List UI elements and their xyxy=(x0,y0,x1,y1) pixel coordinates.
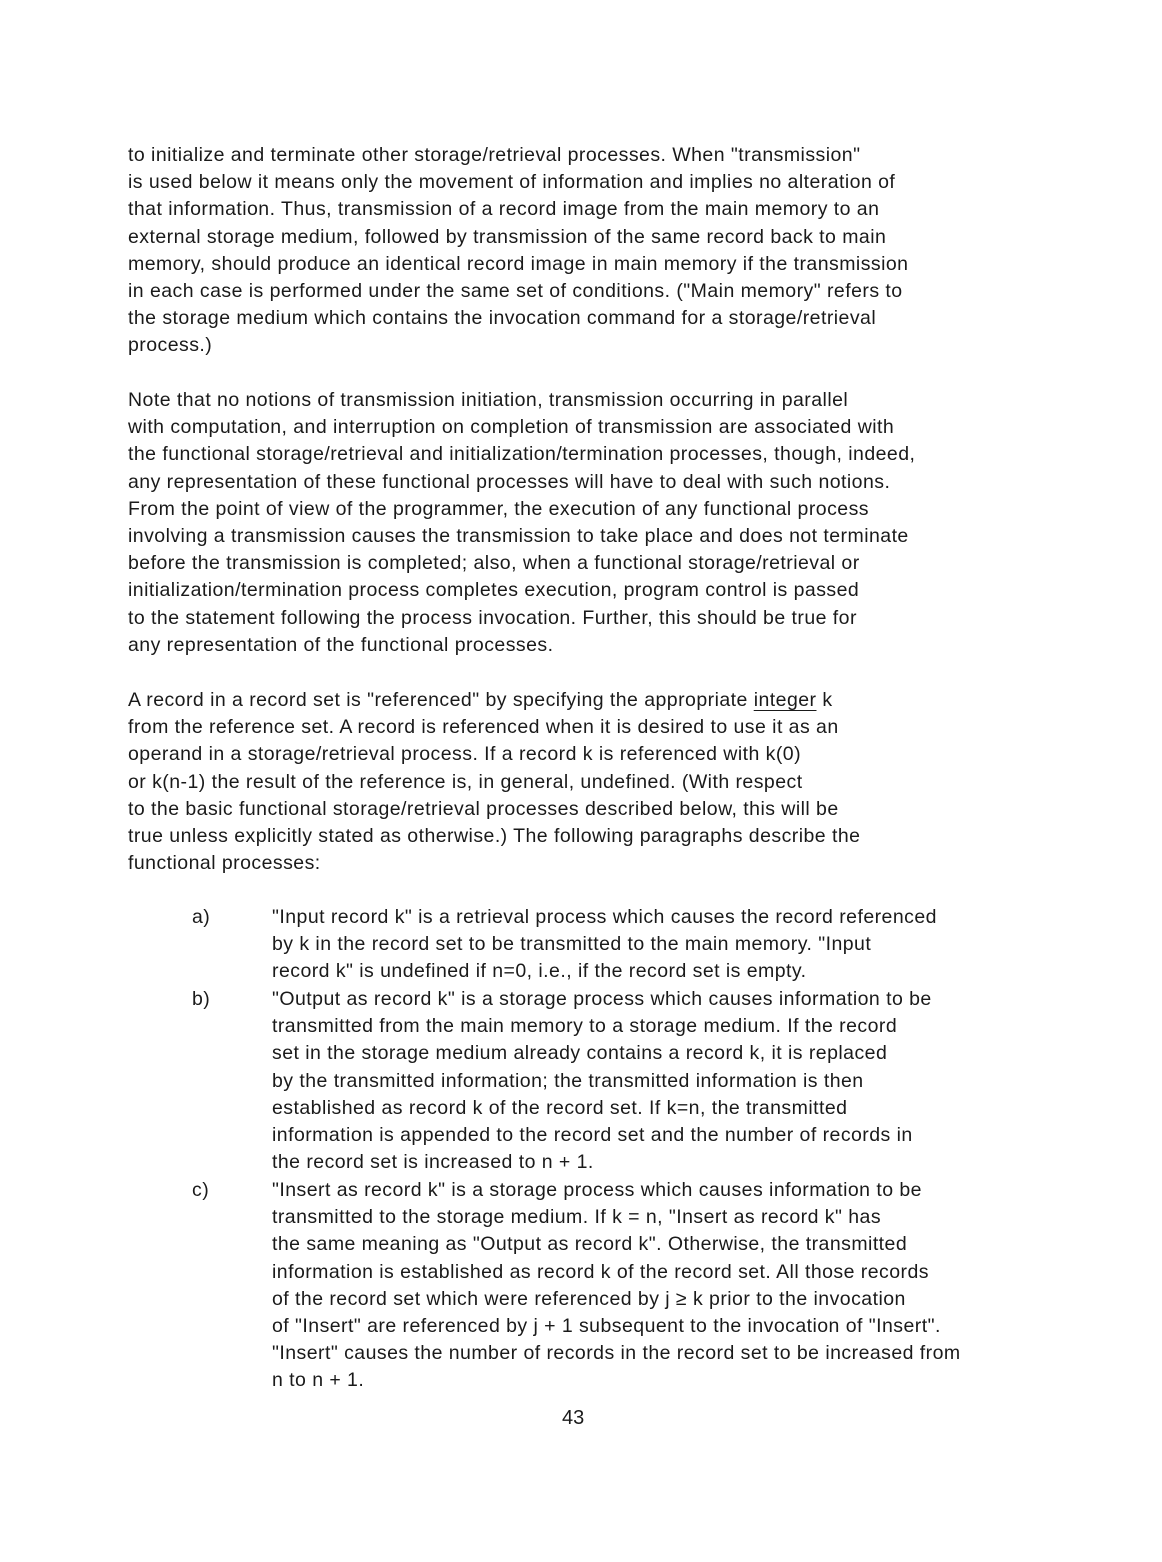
text-line: information is established as record k of the record set. All those records xyxy=(272,1260,929,1283)
text-line-content: any representation of these functional processes will have to deal with such notions. xyxy=(128,470,891,493)
text-line xyxy=(128,796,860,823)
term-suffix: k xyxy=(816,689,833,711)
page-number: 43 xyxy=(562,1407,585,1429)
item-body xyxy=(272,904,937,986)
text-line xyxy=(128,523,915,550)
text-line-content: process.) xyxy=(128,334,213,357)
text-line xyxy=(128,196,908,223)
text-line xyxy=(128,741,860,768)
text-line-content: the functional storage/retrieval and initialization/termination processes, though, indeed, xyxy=(128,443,916,466)
text-line xyxy=(128,632,915,659)
text-line-content: any representation of the functional processes. xyxy=(128,633,554,656)
item-label: a) xyxy=(192,906,211,928)
text-line xyxy=(128,577,915,604)
text-line: information is appended to the record set and the number of records in xyxy=(272,1124,913,1147)
text-line: by the transmitted information; the transmitted information is then xyxy=(272,1069,864,1092)
text-line-content: that information. Thus, transmission of a record image from the main memory to an xyxy=(128,198,880,221)
text-line: transmitted to the storage medium. If k = n, "Insert as record k" has xyxy=(272,1206,882,1229)
paragraph-2 xyxy=(128,387,915,659)
text-line: established as record k of the record set. If k=n, the transmitted xyxy=(272,1096,848,1119)
text-line xyxy=(128,714,860,741)
text-line-content: initialization/termination process completes execution, program control is passed xyxy=(128,579,860,602)
text-line-content: is used below it means only the movement of information and implies no alteration of xyxy=(128,171,896,194)
text-line xyxy=(128,169,908,196)
text-line-content: involving a transmission causes the transmission to take place and does not terminate xyxy=(128,525,909,548)
paragraph-1 xyxy=(128,142,908,360)
text-line xyxy=(128,441,915,468)
text-line xyxy=(128,224,908,251)
item-body xyxy=(272,1177,961,1395)
text-line-content: in each case is performed under the same set of conditions. ("Main memory" refers to xyxy=(128,280,903,303)
text-line-content: before the transmission is completed; also, when a functional storage/retrieval or xyxy=(128,552,860,575)
text-line: "Output as record k" is a storage process which causes information to be xyxy=(272,988,932,1010)
text-line xyxy=(128,305,908,332)
text-line-content: or k(n-1) the result of the reference is, in general, undefined. (With respect xyxy=(128,770,803,793)
text-line xyxy=(128,142,908,169)
text-line xyxy=(128,496,915,523)
text-line-content: functional processes: xyxy=(128,852,321,875)
text-line xyxy=(128,823,860,850)
text-line xyxy=(128,332,908,359)
text-line-content: A record in a record set is "referenced" by specifying the appropriate xyxy=(128,689,754,711)
text-line-content: to initialize and terminate other storage/retrieval processes. When "transmission" xyxy=(128,144,861,166)
item-label: c) xyxy=(192,1179,210,1201)
text-line xyxy=(128,414,915,441)
text-line xyxy=(128,769,860,796)
text-line xyxy=(128,251,908,278)
text-line: the same meaning as "Output as record k". Otherwise, the transmitted xyxy=(272,1233,908,1256)
paragraph-3 xyxy=(128,687,860,877)
text-line xyxy=(128,850,860,877)
text-line: "Input record k" is a retrieval process which causes the record referenced xyxy=(272,906,937,928)
text-line-content: operand in a storage/retrieval process. If a record k is referenced with k(0) xyxy=(128,743,802,766)
text-line xyxy=(128,469,915,496)
text-line: of "Insert" are referenced by j + 1 subsequent to the invocation of "Insert". xyxy=(272,1315,941,1338)
text-line xyxy=(128,687,860,714)
text-line: record k" is undefined if n=0, i.e., if the record set is empty. xyxy=(272,960,807,983)
text-line-content: true unless explicitly stated as otherwise.) The following paragraphs describe the xyxy=(128,825,861,848)
text-line-content: memory, should produce an identical record image in main memory if the transmission xyxy=(128,252,909,275)
text-line-content: from the reference set. A record is referenced when it is desired to use it as an xyxy=(128,716,839,739)
text-line: of the record set which were referenced by j ≥ k prior to the invocation xyxy=(272,1287,906,1310)
text-line-content: to the basic functional storage/retrieval processes described below, this will be xyxy=(128,797,839,820)
text-line: by k in the record set to be transmitted to the main memory. "Input xyxy=(272,933,872,956)
text-line xyxy=(128,387,915,414)
text-line: n to n + 1. xyxy=(272,1369,365,1392)
underlined-term: integer xyxy=(753,689,817,711)
text-line: transmitted from the main memory to a storage medium. If the record xyxy=(272,1015,898,1038)
text-line: the record set is increased to n + 1. xyxy=(272,1151,594,1174)
text-line xyxy=(128,605,915,632)
item-label: b) xyxy=(192,988,211,1010)
text-line-content: to the statement following the process invocation. Further, this should be true for xyxy=(128,606,857,629)
text-line-content: external storage medium, followed by transmission of the same record back to main xyxy=(128,225,887,248)
item-body xyxy=(272,986,932,1176)
text-line: "Insert" causes the number of records in the record set to be increased from xyxy=(272,1342,961,1365)
text-line-content: From the point of view of the programmer, the execution of any functional process xyxy=(128,497,869,520)
text-line: "Insert as record k" is a storage process which causes information to be xyxy=(272,1179,922,1201)
text-line xyxy=(128,550,915,577)
text-line-content: the storage medium which contains the invocation command for a storage/retrieval xyxy=(128,307,877,330)
text-line-content: with computation, and interruption on completion of transmission are associated with xyxy=(128,416,895,439)
text-line xyxy=(128,278,908,305)
text-line-content: Note that no notions of transmission initiation, transmission occurring in parallel xyxy=(128,389,849,411)
text-line: set in the storage medium already contains a record k, it is replaced xyxy=(272,1042,888,1065)
